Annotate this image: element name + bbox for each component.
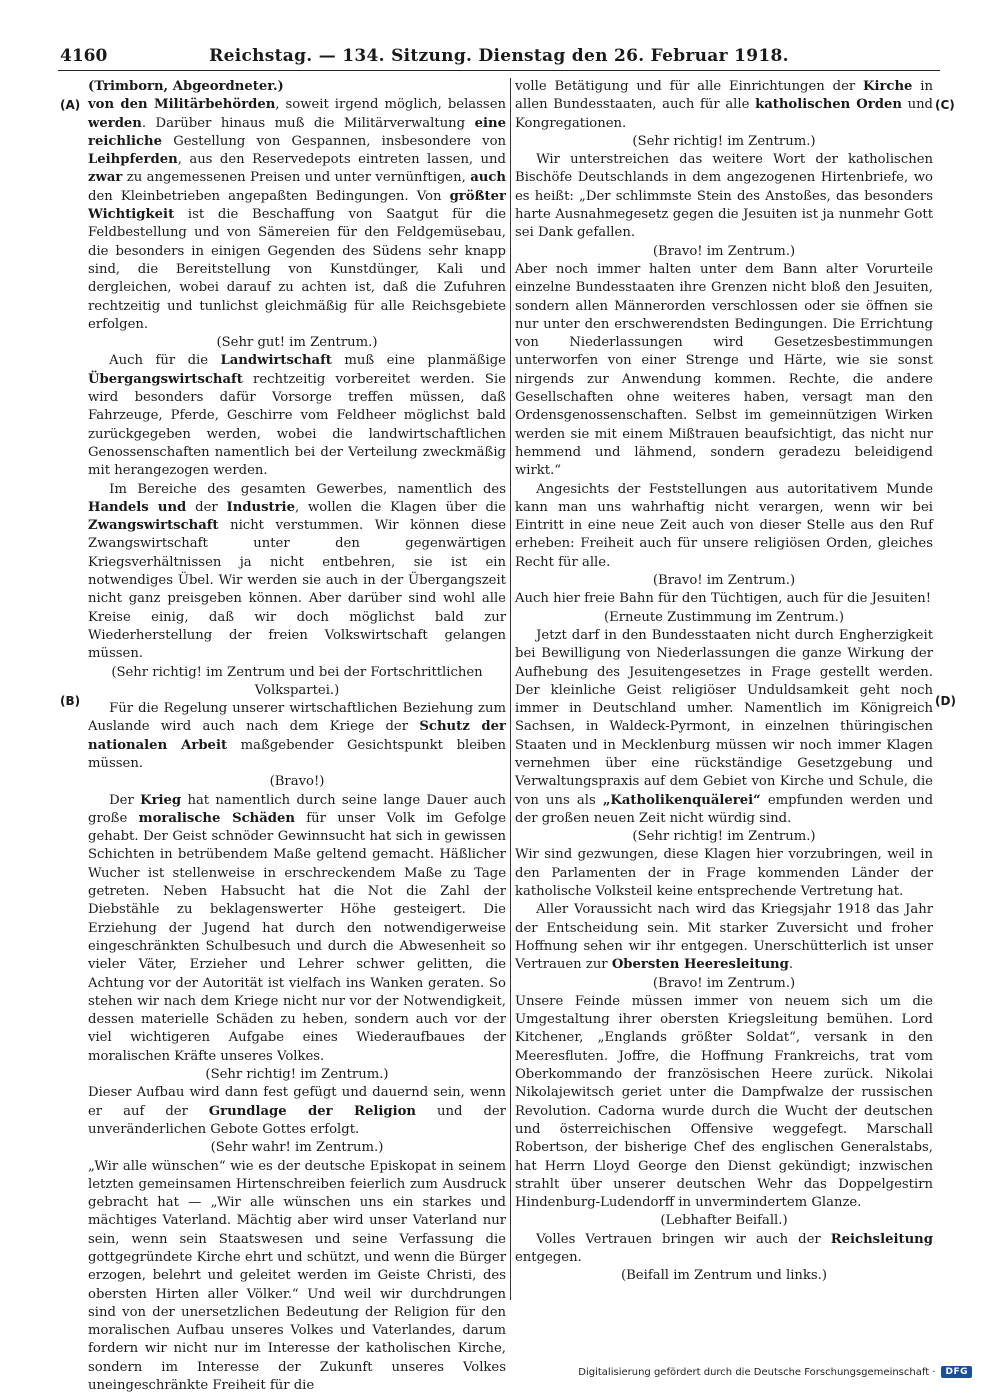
- emphasis: Krieg: [140, 792, 182, 808]
- paragraph: Unsere Feinde müssen immer von neuem sich um die Umgestaltung ihrer obersten Kriegsleitung bemühen. Lord Kitchener, „Englands größter Soldat“, versank in den Meeresfluten. Joffre, die Hoffnung Frankreichs, trat vom Oberkommando der französischen Heere zurück. Nikolai Nikolajewitsch geriet unter die Dampfwalze der russischen Revolution. Cadorna wurde durch die Wucht der deutschen und österreichischen Offensive weggefegt. Marschall Robertson, der bisherige Chef des englischen Generalstabs, hat Herrn Lloyd George den Dienst gekündigt; inzwischen strahlt über unserer deutschen Wehr das Doppelgestirn Hindenburg-Ludendorff in unvermindertem Glanze.: [515, 993, 933, 1211]
- emphasis: zwar: [88, 170, 123, 186]
- emphasis: moralische Schäden: [138, 810, 295, 826]
- paragraph: Wir unterstreichen das weitere Wort der katholischen Bischöfe Deutschlands in dem angezogenen Hirtenbriefe, wo es heißt: „Der schlimmste Stein des Anstoßes, das besonders harte Ausnahmegesetz gegen die Jesuiten ist ja nunmehr Gott sei Dank gefallen.: [515, 152, 933, 241]
- emphasis: katholischen Orden: [755, 97, 902, 113]
- emphasis: eine reichliche: [88, 115, 506, 149]
- emphasis: Schutz der nationalen Arbeit: [88, 719, 506, 753]
- emphasis: „Katholikenquälerei“: [602, 792, 761, 808]
- paragraph: Auch für die Landwirtschaft muß eine planmäßige Übergangswirtschaft rechtzeitig vorbereitet werden. Sie wird besonders dafür Vorsorge treffen müssen, daß Fahrzeuge, Pferde, Geschirre vom Feldheer möglichst bald zurückgegeben werden, wobei die landwirtschaftlichen Genossenschaften namentlich bei der Verteilung zweckmäßig mit herangezogen werden.: [88, 353, 506, 479]
- reaction: (Erneute Zustimmung im Zentrum.): [603, 609, 845, 625]
- emphasis: Leihpferden: [88, 152, 178, 168]
- page-header: [58, 46, 940, 71]
- reaction: (Sehr richtig! im Zentrum.): [205, 1067, 389, 1083]
- paragraph: Jetzt darf in den Bundesstaaten nicht durch Engherzigkeit bei Bewilligung von Niederlassungen die ganze Wirkung der Aufhebung des Jesuitengesetzes in Frage gestellt werden. Der kleinliche Geist religiöser Unduldsamkeit geht noch immer in Deutschland umher. Namentlich im Königreich Sachsen, in Waldeck-Pyrmont, in einzelnen thüringischen Staaten und in Mecklenburg müssen wir noch immer Klagen vernehmen über eine rückständige Gesetzgebung und Verwaltungspraxis auf dem Gebiet von Kirche und Schule, die von uns als „Katholikenquälerei“ empfunden werden und der großen neuen Zeit nicht würdig sind.: [515, 627, 934, 826]
- reaction: (Beifall im Zentrum und links.): [620, 1268, 828, 1284]
- emphasis: Landwirtschaft: [220, 353, 332, 369]
- margin-marker-a: (A): [60, 98, 81, 112]
- margin-marker-c: (C): [935, 98, 955, 112]
- reaction: (Sehr wahr! im Zentrum.): [210, 1140, 384, 1156]
- emphasis: Reichsleitung: [830, 1231, 933, 1247]
- dfg-logo: DFG: [941, 1366, 972, 1378]
- page-number: 4160: [60, 46, 108, 66]
- emphasis: Kirche: [863, 79, 913, 94]
- right-column: [515, 78, 933, 1286]
- paragraph: Im Bereiche des gesamten Gewerbes, namentlich des Handels und der Industrie, wollen die Klagen über die Zwangswirtschaft nicht verstummen. Wir können diese Zwangswirtschaft unter den gegenwärtigen Kriegsverhältnissen ja nicht entbehren, sie ist ein notwendiges Übel. Wir werden sie auch in der Übergangszeit nicht ganz preisgeben können. Aber darüber sind wohl alle Kreise einig, daß wir doch möglichst bald zur Wiederherstellung der freien Volkswirtschaft gelangen müssen.: [88, 481, 506, 662]
- reaction: (Bravo!): [269, 774, 325, 790]
- footer-credit: [578, 1366, 972, 1378]
- emphasis: von den Militärbehörden: [88, 97, 276, 113]
- reaction: (Bravo! im Zentrum.): [652, 975, 796, 991]
- emphasis: Industrie: [226, 499, 295, 515]
- emphasis: Handels und: [88, 499, 187, 515]
- paragraph: Dieser Aufbau wird dann fest gefügt und dauernd sein, wenn er auf der Grundlage der Religion und der unveränderlichen Gebote Gottes erfolgt.: [88, 1085, 506, 1137]
- speaker-line: (Trimborn, Abgeordneter.): [88, 79, 284, 94]
- emphasis: werden: [88, 115, 142, 131]
- left-column: [88, 78, 506, 1395]
- paragraph: volle Betätigung und für alle Einrichtungen der Kirche in allen Bundesstaaten, auch für alle katholischen Orden und Kongregationen.: [515, 79, 933, 131]
- paragraph: von den Militärbehörden, soweit irgend möglich, belassen werden. Darüber hinaus muß die Militärverwaltung eine reichliche Gestellung von Gespannen, insbesondere von Leihpferden, aus den Reservedepots eintreten lassen, und zwar zu angemessenen Preisen und unter vernünftigen, auch den Kleinbetrieben angepaßten Bedingungen. Von größter Wichtigkeit ist die Beschaffung von Saatgut für die Feldbestellung und von Sämereien für den Feldgemüsebau, die besonders in einigen Gegenden des Südens sehr knapp sind, die Bereitstellung von Kunstdünger, Kali und dergleichen, wobei darauf zu achten ist, daß die Zufuhren rechtzeitig und tunlichst gleichmäßig für alle Reichsgebiete erfolgen.: [88, 97, 506, 332]
- paragraph: Aber noch immer halten unter dem Bann alter Vorurteile einzelne Bundesstaaten ihre Grenzen nicht bloß den Jesuiten, sondern allen Männerorden verschlossen oder sie öffnen sie nur unter den erschwerendsten Bedingungen. Die Errichtung von Niederlassungen wird Gesetzesbestimmungen unterworfen von einer Strenge und Härte, wie sie sonst nirgends zur Anwendung kommen. Rechte, die andere Gesellschaften ohne weiteres haben, versagt man den Ordensgenossenschaften. Selbst im gemeinnützigen Wirken werden sie mit einem Mißtrauen beaufsichtigt, das nicht nur hemmend und lähmend, sondern geradezu beleidigend wirkt.“: [515, 261, 933, 479]
- margin-marker-b: (B): [60, 694, 81, 708]
- reaction: (Sehr richtig! im Zentrum.): [632, 133, 816, 149]
- emphasis: Obersten Heeresleitung: [611, 957, 789, 973]
- reaction: (Bravo! im Zentrum.): [652, 573, 796, 589]
- paragraph: Auch hier freie Bahn für den Tüchtigen, auch für die Jesuiten!: [515, 591, 932, 607]
- running-title: Reichstag. — 134. Sitzung. Dienstag den 26. Februar 1918.: [209, 46, 789, 66]
- paragraph: Der Krieg hat namentlich durch seine lange Dauer auch große moralische Schäden für unser Volk im Gefolge gehabt. Der Geist schnöder Gewinnsucht hat sich in gewissen Schichten in betrübendem Maße geltend gemacht. Häßlicher Wucher ist stellenweise in erschreckendem Maße zu Tage getreten. Neben Habsucht hat die Not die Zahl der Diebstähle zu beklagenswerter Höhe gesteigert. Die Erziehung der Jugend hat durch den notwendigerweise eingeschränkten Schulbesuch und durch die Abwesenheit so vieler Väter, Erzieher und Lehrer schwer gelitten, die Achtung vor der Autorität ist vielfach ins Wanken geraten. So stehen wir nach dem Kriege nicht nur vor der Notwendigkeit, dessen materielle Schäden zu heben, sondern auch vor der viel wichtigeren Aufgabe eines Wiederaufbaues der moralischen Kräfte unseres Volkes.: [88, 792, 507, 1064]
- paragraph: Aller Voraussicht nach wird das Kriegsjahr 1918 das Jahr der Entscheidung sein. Mit starker Zuversicht und froher Hoffnung sehen wir ihr entgegen. Unerschütterlich ist unser Vertrauen zur Obersten Heeresleitung.: [515, 902, 933, 973]
- reaction: (Bravo! im Zentrum.): [652, 243, 796, 259]
- emphasis: Zwangswirtschaft: [88, 518, 219, 534]
- footer-text: Digitalisierung gefördert durch die Deutsche Forschungsgemeinschaft ·: [578, 1366, 936, 1378]
- paragraph: Volles Vertrauen bringen wir auch der Reichsleitung entgegen.: [515, 1231, 933, 1265]
- reaction: (Sehr richtig! im Zentrum.): [632, 829, 816, 845]
- paragraph: Für die Regelung unserer wirtschaftlichen Beziehung zum Auslande wird auch nach dem Kriege der Schutz der nationalen Arbeit maßgebender Gesichtspunkt bleiben müssen.: [88, 701, 507, 771]
- paragraph: Angesichts der Feststellungen aus autoritativem Munde kann man uns wahrhaftig nicht verargen, wenn wir bei Eintritt in eine neue Zeit auch von dieser Stelle aus den Ruf erheben: Freiheit auch für unsere religiösen Orden, gleiches Recht für alle.: [515, 481, 933, 570]
- emphasis: auch: [470, 170, 506, 186]
- column-divider: [510, 78, 511, 1300]
- emphasis: Übergangswirtschaft: [88, 371, 243, 387]
- reaction: (Lebhafter Beifall.): [660, 1213, 788, 1229]
- emphasis: größter Wichtigkeit: [88, 188, 506, 223]
- reaction: (Sehr richtig! im Zentrum und bei der Fortschrittlichen Volkspartei.): [111, 664, 483, 698]
- emphasis: Grundlage der Religion: [208, 1103, 417, 1119]
- margin-marker-d: (D): [935, 694, 956, 708]
- reaction: (Sehr gut! im Zentrum.): [216, 335, 378, 351]
- paragraph: Wir sind gezwungen, diese Klagen hier vorzubringen, weil in den Parlamenten der in Frage kommenden Länder der katholische Volksteil keine entsprechende Vertretung hat.: [515, 847, 933, 900]
- paragraph: „Wir alle wünschen“ wie es der deutsche Episkopat in seinem letzten gemeinsamen Hirtenschreiben feierlich zum Ausdruck gebracht hat — „Wir alle wünschen uns ein starkes und mächtiges Vaterland. Mächtig aber wird unser Vaterland nur sein, wenn sein Staatswesen und seine Verfassung die gottgegründete Kirche ehrt und schützt, und wenn die Bürger erzogen, belehrt und geleitet werden im Geiste Christi, des obersten Hirten aller Völker.“ Und weil wir durchdrungen sind von der unersetzlichen Bedeutung der Religion für den moralischen Aufbau unseres Volkes und Vaterlandes, darum fordern wir nicht nur im Interesse der katholischen Kirche, sondern im Interesse der Zukunft unseres Volkes uneingeschränkte Freiheit für die: [88, 1158, 506, 1394]
